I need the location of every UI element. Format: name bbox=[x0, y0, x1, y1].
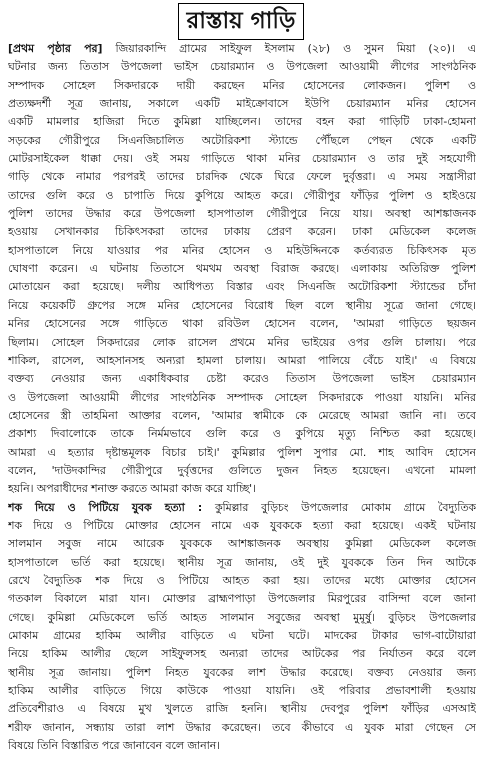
article-line: বলেন, 'দাউদকান্দির গৌরীপুরে দুর্বৃত্তদের গুলিতে দুজন নিহত হয়েছেন। এখনো মামলা bbox=[8, 463, 476, 477]
article-line: গাড়ি থেকে নামার পরপরই তাদের চারদিক থেকে ঘিরে ফেলে দুর্বৃত্তরা। এ সময় সন্ত্রাসীরা bbox=[8, 170, 476, 184]
section-subheading: শক দিয়ে ও পিটিয়ে যুবক হত্যা : bbox=[8, 500, 203, 514]
headline: রাস্তায় গাড়ি bbox=[186, 8, 296, 34]
article-line: মনির হোসেনের সঙ্গে গাড়িতে থাকা রবিউল হোসেন বলেন, 'আমরা গাড়িতে ছয়জন bbox=[8, 317, 476, 331]
article-line bbox=[8, 40, 476, 58]
article-line: শরীফ জানান, সন্ধ্যায় তারা লাশ উদ্ধার করেছেন। তবে কীভাবে এ যুবক মারা গেছেন সে bbox=[8, 720, 476, 734]
article-line: গতকাল বিকালে মারা যান। মোক্তার ব্রাহ্মণপাড়া উপজেলার মিরপুরের বাসিন্দা বলে জানা bbox=[8, 592, 476, 606]
article-body bbox=[8, 40, 476, 755]
article-line: সালমান সবুজ নামে আরেক যুবককে আশঙ্কাজনক অবস্থায় কুমিল্লা মেডিকেল কলেজ bbox=[8, 537, 476, 551]
article-line bbox=[8, 499, 476, 517]
article-line: গেছে। কুমিল্লা মেডিকেলে ভর্তি আহত সালমান সবুজের অবস্থা মুমূর্ষু। বুড়িচং উপজেলার bbox=[8, 610, 476, 624]
article-line: স্থানীয় সূত্র জানায়। পুলিশ নিহত যুবকের লাশ উদ্ধার করেছে। বক্তব্য নেওয়ার জন্য bbox=[8, 665, 476, 679]
article-line: হাসপাতালে ভর্তি করা হয়েছে। স্থানীয় সূত্র জানায়, ওই দুই যুবককে তিন দিন আটকে bbox=[8, 555, 476, 569]
article-line: মোটরসাইকেল ধাক্কা দেয়। ওই সময় গাড়িতে থাকা মনির চেয়ারম্যান ও তার দুই সহযোগী bbox=[8, 152, 476, 166]
article-line: রেখে বৈদ্যুতিক শক দিয়ে ও পিটিয়ে আহত করা হয়। তাদের মধ্যে মোক্তার হোসেন bbox=[8, 573, 476, 587]
article-line: বিষয়ে তিনি বিস্তারিত পরে জানাবেন বলে জানান। bbox=[8, 739, 221, 753]
article-line: ঘটনার জন্য তিতাস উপজেলা ভাইস চেয়ারম্যান ও উপজেলা আওয়ামী লীগের সাংগঠনিক bbox=[8, 60, 476, 74]
article-line: শাকিল, রাসেল, আহসানসহ অন্যরা হামলা চালায়। আমরা পালিয়ে বেঁচে যাই।' এ বিষয়ে bbox=[8, 353, 476, 367]
article-line: নিয়ে হাকিম আলীর ছেলে সাইফুলসহ অন্যরা তাদের আটকের পর নির্যাতন করে বলে bbox=[8, 647, 476, 661]
article-line: প্রকাশ্য দিবালোকে তাকে নির্মমভাবে গুলি করে ও কুপিয়ে মৃত্যু নিশ্চিত করা হয়েছে। bbox=[8, 427, 476, 441]
article-line: আমরা এ হত্যার দৃষ্টান্তমূলক বিচার চাই।' কুমিল্লার পুলিশ সুপার মো. শাহ আবিদ হোসেন bbox=[8, 445, 476, 459]
article-line: হাকিম আলীর বাড়িতে গিয়ে কাউকে পাওয়া যায়নি। ওই পরিবার প্রভাবশালী হওয়ায় bbox=[8, 684, 476, 698]
article-line: মোকাম গ্রামের হাকিম আলীর বাড়িতে এ ঘটনা ঘটে। মাদকের টাকার ভাগ-বাটোয়ারা bbox=[8, 629, 476, 642]
article-line: ও উপজেলা আওয়ামী লীগের সাংগঠনিক সম্পাদক সোহেল সিকদারকে পাওয়া যায়নি। মনির bbox=[8, 390, 476, 404]
article-line: প্রত্যক্ষদর্শী সূত্র জানায়, সকালে একটি মাইক্রোবাসে ইউপি চেয়ারম্যান মনির হোসেন bbox=[8, 97, 476, 111]
article-line: সম্পাদক সোহেল সিকদারকে দায়ী করছেন মনির হোসেনের লোকজন। পুলিশ ও bbox=[8, 78, 476, 92]
article-line: হওয়ায় সেখানকার চিকিৎসকরা তাদের ঢাকায় প্রেরণ করেন। ঢাকা মেডিকেল কলেজ bbox=[8, 225, 476, 239]
article-line: শক দিয়ে ও পিটিয়ে মোক্তার হোসেন নামে এক যুবককে হত্যা করা হয়েছে। একই ঘটনায় bbox=[8, 518, 476, 532]
article-line: হয়নি। অপরাধীদের শনাক্ত করতে আমরা কাজ করে যাচ্ছি'। bbox=[8, 482, 256, 496]
article-line: একটি মামলার হাজিরা দিতে কুমিল্লা যাচ্ছিলেন। তাদের বহন করা গাড়িটি ঢাকা-হোমনা bbox=[8, 115, 476, 129]
article-line: ঘোষণা করেন। এ ঘটনায় তিতাসে থমথম অবস্থা বিরাজ করছে। এলাকায় অতিরিক্ত পুলিশ bbox=[8, 262, 476, 276]
article-line: হাসপাতালে নিয়ে যাওয়ার পর মনির হোসেন ও মহিউদ্দিনকে কর্তব্যরত চিকিৎসক মৃত bbox=[8, 243, 476, 257]
continuation-marker: [প্রথম পৃষ্ঠার পর] bbox=[8, 42, 103, 55]
article-line: সড়কের গৌরীপুরে সিএনজিচালিত অটোরিকশা স্ট্যান্ডে পৌঁছলে পেছন থেকে একটি bbox=[8, 133, 476, 147]
headline-box bbox=[178, 3, 304, 40]
article-line: ছিলাম। সোহেল সিকদারের লোক রাসেল প্রথমে মনির ভাইয়ের ওপর গুলি চালায়। পরে bbox=[8, 335, 476, 349]
article-line-text: জিয়ারকান্দি গ্রামের সাইফুল ইসলাম (২৮) ও সুমন মিয়া (২০)। এ bbox=[102, 42, 476, 55]
article-line: নিয়ে কয়েকটি গ্রুপের সঙ্গে মনির হোসেনের বিরোধ ছিল বলে স্থানীয় সূত্রে জানা গেছে। bbox=[8, 298, 476, 312]
article-line: প্রতিবেশীরাও এ বিষয়ে মুখ খুলতে রাজি হননি। স্থানীয় দেবপুর পুলিশ ফাঁড়ির এসআই bbox=[8, 702, 476, 716]
article-line: হোসেনের স্ত্রী তাহমিনা আক্তার বলেন, 'আমার স্বামীকে কে মেরেছে আমরা জানি না। তবে bbox=[8, 408, 476, 422]
article-line-text: কুমিল্লার বুড়িচং উপজেলার মোকাম গ্রামে বৈদ্যুতিক bbox=[202, 500, 476, 514]
article-line: তাদের গুলি করে ও চাপাতি দিয়ে কুপিয়ে আহত করে। গৌরীপুর ফাঁড়ির পুলিশ ও হাইওয়ে bbox=[8, 188, 476, 202]
article-line: পুলিশ তাদের উদ্ধার করে উপজেলা হাসপাতাল গৌরীপুরে নিয়ে যায়। অবস্থা আশঙ্কাজনক bbox=[8, 207, 476, 221]
article-line: বক্তব্য নেওয়ার জন্য একাধিকবার চেষ্টা করেও তিতাস উপজেলা ভাইস চেয়ারম্যান bbox=[8, 372, 476, 386]
article-line: মোতায়েন করা হয়েছে। দলীয় আধিপত্য বিস্তার এবং সিএনজি অটোরিকশা স্ট্যান্ডের চাঁদা bbox=[8, 280, 476, 294]
